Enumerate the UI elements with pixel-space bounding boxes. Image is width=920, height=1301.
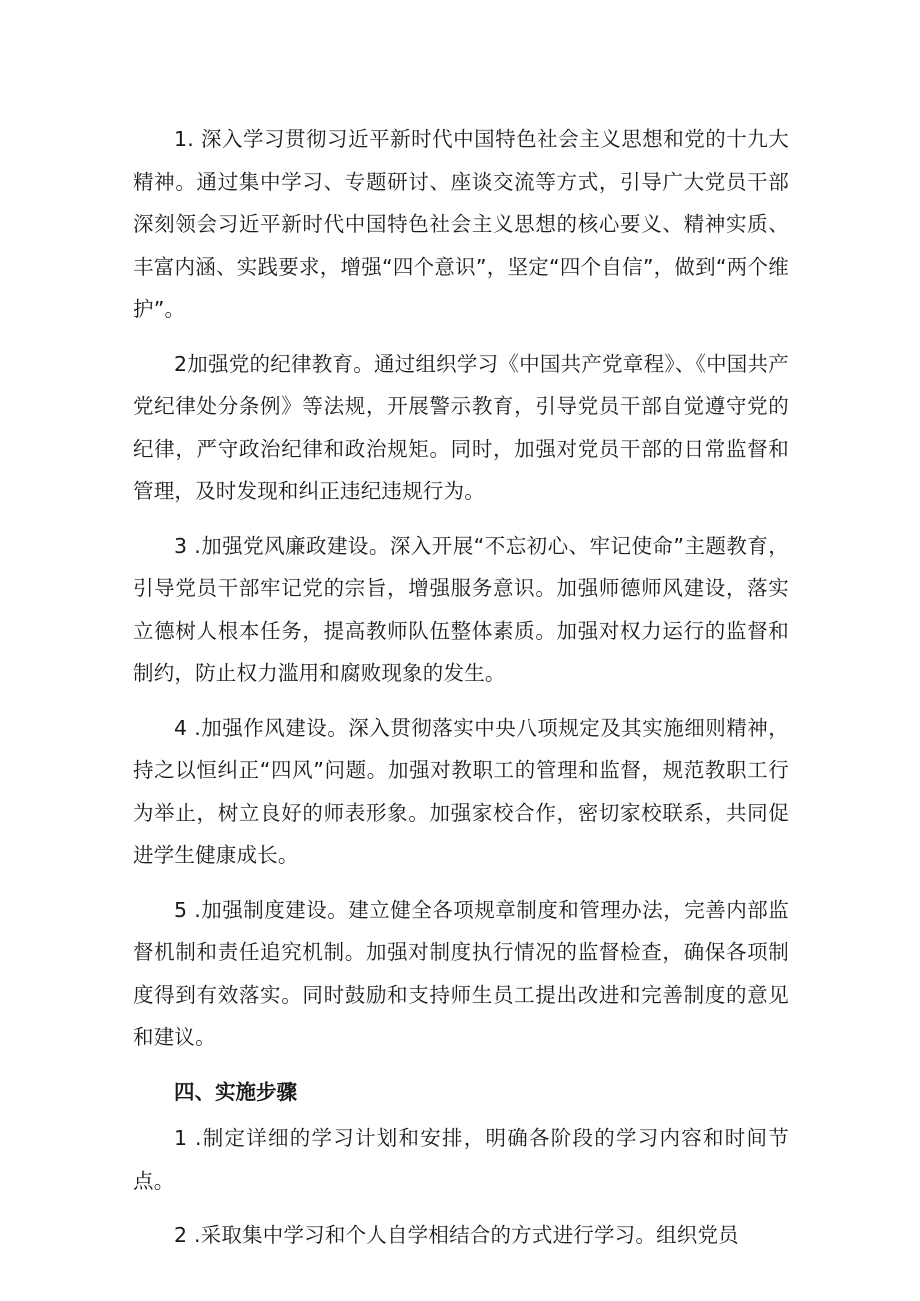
step-2: 2 .采取集中学习和个人自学相结合的方式进行学习。组织党员 <box>174 1223 739 1247</box>
paragraph-5: 5 .加强制度建设。建立健全各项规章制度和管理办法，完善内部监督机制和责任追究机制。加强对制度执行情况的监督检查，确保各项制度得到有效落实。同时鼓励和支持师生员工提出改进和完善制度的意见和建议。 <box>133 897 789 1049</box>
paragraph-2: 2加强党的纪律教育。通过组织学习《中国共产党章程》、《中国共产党纪律处分条例》等法规，开展警示教育，引导党员干部自觉遵守党的纪律，严守政治纪律和政治规矩。同时，加强对党员干部的日常监督和管理，及时发现和纠正违纪违规行为。 <box>133 351 789 503</box>
document-page <box>133 118 789 1269</box>
section-heading: 四、实施步骤 <box>174 1079 297 1104</box>
paragraph-3: 3 .加强党风廉政建设。深入开展“不忘初心、牢记使命”主题教育，引导党员干部牢记党的宗旨，增强服务意识。加强师德师风建设，落实立德树人根本任务，提高教师队伍整体素质。加强对权力运行的监督和制约，防止权力滥用和腐败现象的发生。 <box>133 533 789 685</box>
paragraph-1: 1. 深入学习贯彻习近平新时代中国特色社会主义思想和党的十九大精神。通过集中学习、专题研讨、座谈交流等方式，引导广大党员干部深刻领会习近平新时代中国特色社会主义思想的核心要义、精神实质、丰富内涵、实践要求，增强“四个意识”，坚定“四个自信”，做到“两个维护”。 <box>133 127 789 321</box>
paragraph-4: 4 .加强作风建设。深入贯彻落实中央八项规定及其实施细则精神，持之以恒纠正“四风”问题。加强对教职工的管理和监督，规范教职工行为举止，树立良好的师表形象。加强家校合作，密切家校联系，共同促进学生健康成长。 <box>133 715 789 867</box>
step-1: 1 .制定详细的学习计划和安排，明确各阶段的学习内容和时间节点。 <box>133 1126 789 1193</box>
